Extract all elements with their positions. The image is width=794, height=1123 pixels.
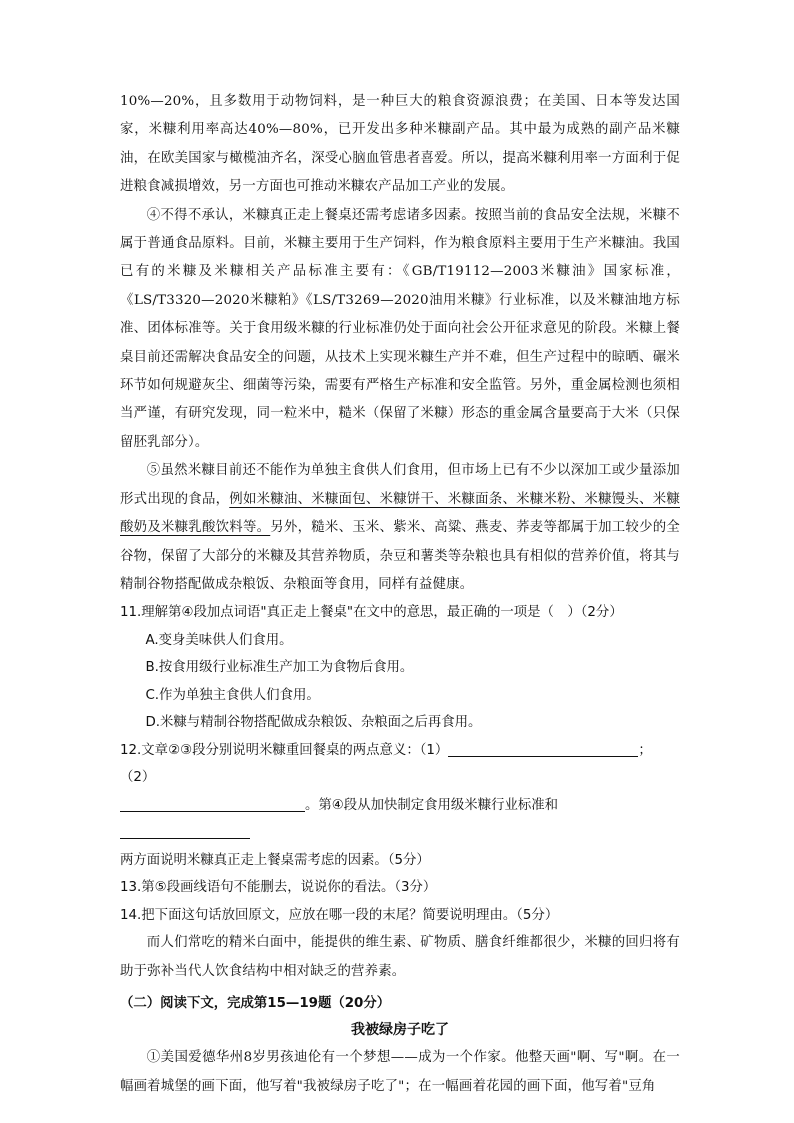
passage-paragraph-5	[120, 457, 680, 599]
question-11-option-c: C.作为单独主食供人们食用。	[145, 687, 320, 703]
question-12-line-1	[120, 737, 680, 792]
article-paragraph-1: ①美国爱德华州8岁男孩迪伦有一个梦想——成为一个作家。他整天画"啊、写"啊。在一幅画着城堡的画下面，他写着"我被绿房子吃了"；在一幅画着花园的画下面，他写着"豆角	[120, 1050, 680, 1094]
answer-blank-2[interactable]	[120, 795, 305, 812]
question-12-line-3: 两方面说明米糠真正走上餐桌需考虑的因素。（5分）	[120, 852, 430, 868]
answer-blank-1[interactable]	[448, 740, 638, 757]
section-heading: （二）阅读下文，完成第15—19题（20分）	[120, 996, 391, 1012]
article-title: 我被绿房子吃了	[351, 1022, 449, 1039]
question-13: 13.第⑤段画线语句不能删去，说说你的看法。（3分）	[120, 880, 437, 896]
page-content	[120, 88, 680, 1101]
question-12-part-a: 12.文章②③段分别说明米糠重回餐桌的两点意义：（1）	[120, 742, 449, 758]
question-11-option-a: A.变身美味供人们食用。	[145, 632, 293, 648]
paragraph-5-end: 另外，糙米、玉米、紫米、高粱、燕麦、荞麦等都属于加工较少的全谷物，保留了大部分的米糠及其营养物质，杂豆和薯类等杂粮也具有相似的营养价值，将其与精制谷物搭配做成杂粮饭、杂粮面等食用，同样有益健康。	[120, 520, 680, 592]
question-12-line-2	[120, 792, 680, 847]
question-12-part-c: 。第④段从加快制定食用级米糠行业标准和	[305, 797, 559, 813]
answer-blank-3[interactable]	[120, 822, 250, 839]
question-11: 11.理解第④段加点词语"真正走上餐桌"在文中的意思，最正确的一项是（ ）（2分）	[120, 605, 623, 621]
passage-paragraph-4: ④不得不承认，米糠真正走上餐桌还需考虑诸多因素。按照当前的食品安全法规，米糠不属于普通食品原料。目前，米糠主要用于生产饲料，作为粮食原料主要用于生产米糠油。我国已有的米糠及米糠相关产品标准主要有：《GB/T19112—2003米糠油》国家标准，《LS/T3320—2020米糠粕》《LS/T3269—2020油用米糠》行业标准，以及米糠油地方标准、团体标准等。关于食用级米糠的行业标准仍处于面向社会公开征求意见的阶段。米糠上餐桌目前还需解决食品安全的问题，从技术上实现米糠生产并不难，但生产过程中的晾晒、碾米环节如何规避灰尘、细菌等污染，需要有严格生产标准和安全监管。另外，重金属检测也须相当严谨，有研究发现，同一粒米中，糙米（保留了米糠）形态的重金属含量要高于大米（只保留胚乳部分）。	[120, 207, 680, 450]
question-14-quote: 而人们常吃的精米白面中，能提供的维生素、矿物质、膳食纤维都很少，米糠的回归将有助于弥补当代人饮食结构中相对缺乏的营养素。	[120, 935, 680, 979]
paragraph-5-start: ⑤虽然米糠目前还不能作为单独主食供人们食用，但市场上已有不少以深加工或少量添加形式出现的食品，	[120, 463, 680, 507]
question-14: 14.把下面这句话放回原文，应放在哪一段的末尾？简要说明理由。（5分）	[120, 907, 559, 923]
question-12-separator: ；	[638, 742, 652, 758]
paragraph-5-underlined-sentence: 例如米糠油、米糠面包、米糠饼干、米糠面条、米糠米粉、米糠馒头、米糠酸奶及米糠乳酸饮料等。	[120, 491, 680, 536]
question-11-option-b: B.按食用级行业标准生产加工为食物后食用。	[145, 660, 414, 676]
question-12-part-b: （2）	[120, 770, 156, 786]
question-11-option-d: D.米糠与精制谷物搭配做成杂粮饭、杂粮面之后再食用。	[145, 715, 482, 731]
passage-paragraph-3-tail: 10%—20%，且多数用于动物饲料，是一种巨大的粮食资源浪费；在美国、日本等发达国家，米糠利用率高达40%—80%，已开发出多种米糠副产品。其中最为成熟的副产品米糠油，在欧美国家与橄榄油齐名，深受心脑血管患者喜爱。所以，提高米糠利用率一方面利于促进粮食减损增效，另一方面也可推动米糠农产品加工产业的发展。	[120, 94, 680, 195]
